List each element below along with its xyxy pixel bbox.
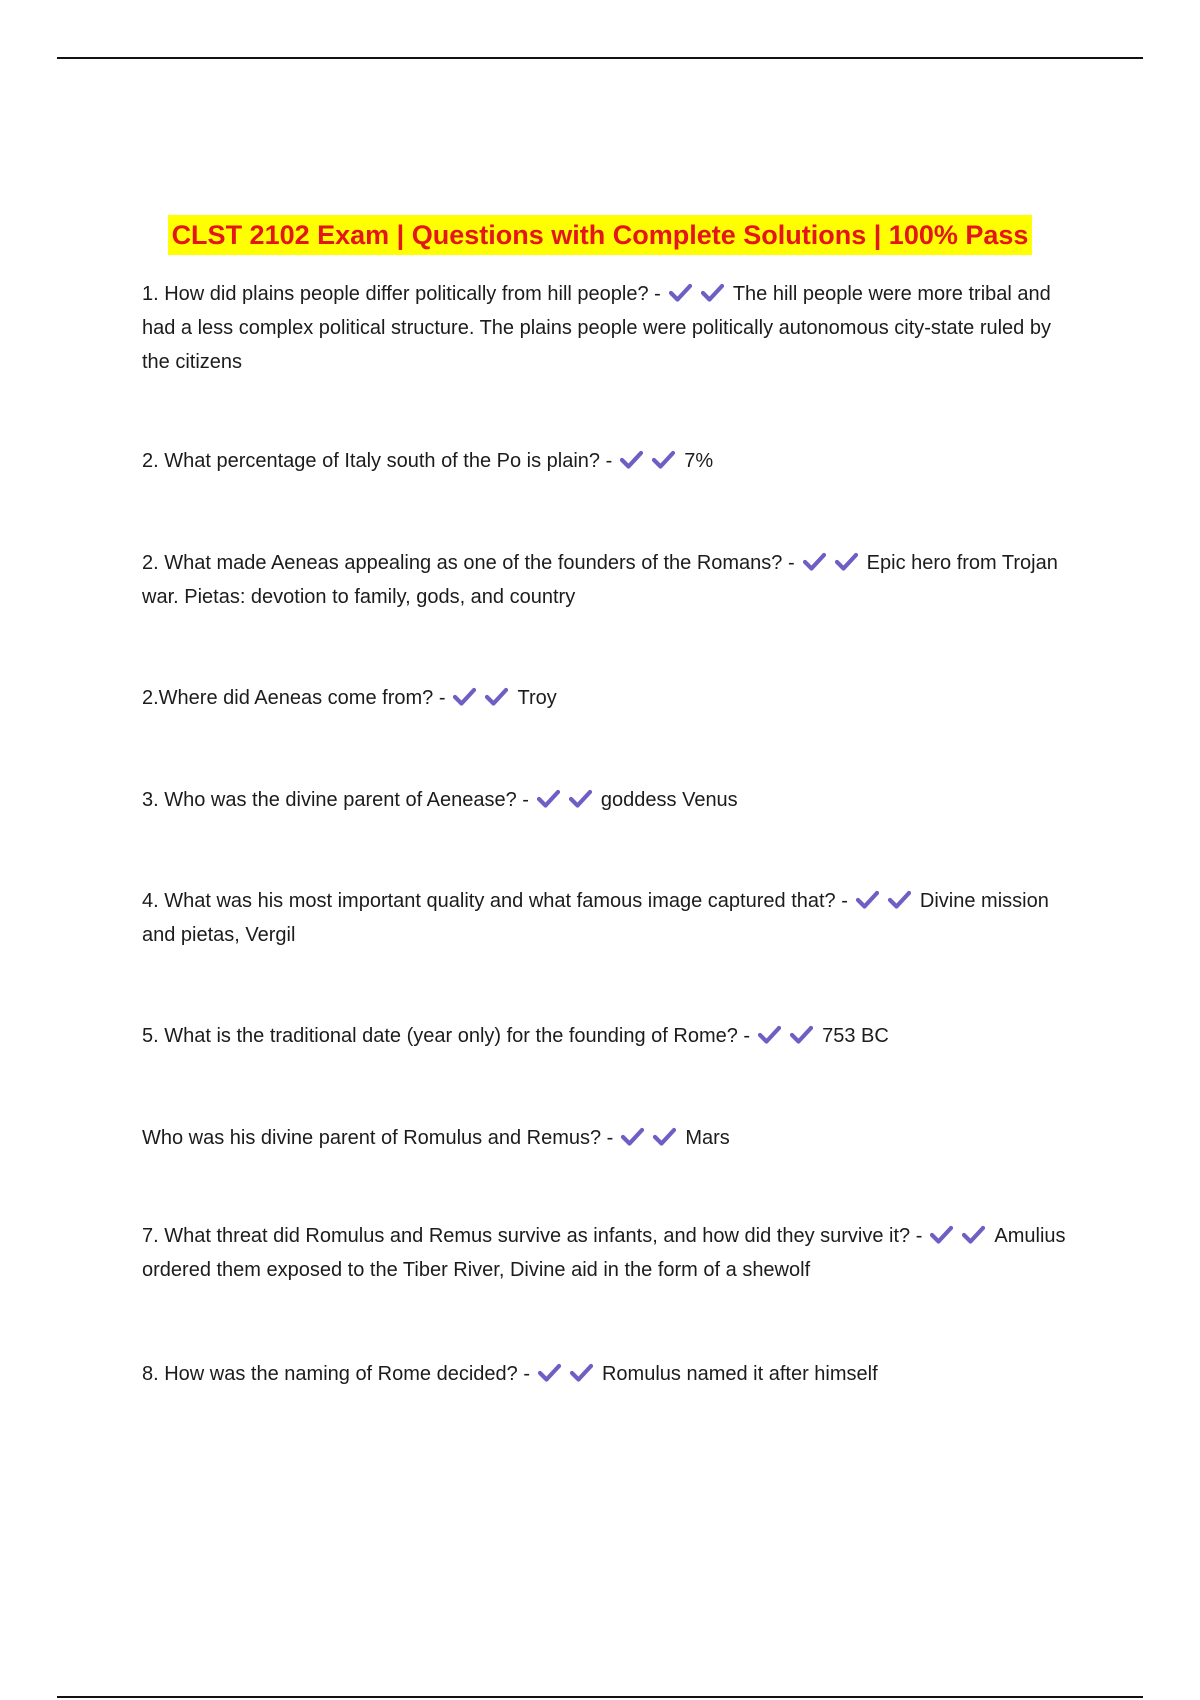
checkmark-icon bbox=[758, 1025, 781, 1045]
qa-item-5 bbox=[142, 783, 1072, 817]
question-text: 2.Where did Aeneas come from? - bbox=[142, 687, 446, 709]
qa-item-9 bbox=[142, 1219, 1072, 1287]
title-container bbox=[0, 215, 1200, 255]
checkmark-icon bbox=[962, 1225, 985, 1245]
answer-marks bbox=[621, 1121, 685, 1155]
answer-marks bbox=[538, 1357, 602, 1391]
top-rule bbox=[57, 57, 1143, 59]
answer-text: Mars bbox=[685, 1127, 730, 1149]
answer-text: The hill people were more tribal and had a less complex political structure. The plains people were politically autonomous city-state ruled by the citizens bbox=[142, 283, 1051, 373]
bottom-rule bbox=[57, 1696, 1143, 1698]
checkmark-icon bbox=[453, 687, 476, 707]
checkmark-icon bbox=[803, 552, 826, 572]
answer-marks bbox=[803, 546, 867, 580]
question-text: 2. What percentage of Italy south of the Po is plain? - bbox=[142, 450, 613, 472]
checkmark-icon bbox=[930, 1225, 953, 1245]
checkmark-icon bbox=[569, 789, 592, 809]
answer-marks bbox=[930, 1219, 994, 1253]
question-text: 8. How was the naming of Rome decided? - bbox=[142, 1363, 530, 1385]
answer-text: 7% bbox=[684, 450, 714, 472]
answer-marks bbox=[537, 783, 601, 817]
checkmark-icon bbox=[835, 552, 858, 572]
checkmark-icon bbox=[653, 1127, 676, 1147]
checkmark-icon bbox=[621, 1127, 644, 1147]
question-text: 7. What threat did Romulus and Remus survive as infants, and how did they survive it? - bbox=[142, 1225, 923, 1247]
checkmark-icon bbox=[652, 450, 675, 470]
answer-marks bbox=[620, 444, 684, 478]
question-text: 4. What was his most important quality and what famous image captured that? - bbox=[142, 890, 848, 912]
qa-item-8 bbox=[142, 1121, 1072, 1155]
checkmark-icon bbox=[701, 283, 724, 303]
answer-text: Troy bbox=[517, 687, 557, 709]
answer-text: 753 BC bbox=[822, 1025, 889, 1047]
answer-text: Romulus named it after himself bbox=[601, 1363, 878, 1385]
qa-item-2 bbox=[142, 444, 1072, 478]
question-text: Who was his divine parent of Romulus and Remus? - bbox=[142, 1127, 614, 1149]
question-text: 5. What is the traditional date (year only) for the founding of Rome? - bbox=[142, 1025, 751, 1047]
question-text: 3. Who was the divine parent of Aenease? - bbox=[142, 789, 529, 811]
answer-text: Epic hero from Trojan war. Pietas: devotion to family, gods, and country bbox=[142, 552, 1058, 608]
checkmark-icon bbox=[888, 890, 911, 910]
qa-item-7 bbox=[142, 1019, 1072, 1053]
checkmark-icon bbox=[790, 1025, 813, 1045]
qa-item-6 bbox=[142, 884, 1072, 952]
answer-marks bbox=[856, 884, 920, 918]
question-text: 2. What made Aeneas appealing as one of the founders of the Romans? - bbox=[142, 552, 795, 574]
document-title: CLST 2102 Exam | Questions with Complete Solutions | 100% Pass bbox=[168, 215, 1033, 255]
checkmark-icon bbox=[570, 1363, 593, 1383]
checkmark-icon bbox=[537, 789, 560, 809]
checkmark-icon bbox=[620, 450, 643, 470]
question-text: 1. How did plains people differ politically from hill people? - bbox=[142, 283, 661, 305]
answer-text: Amulius ordered them exposed to the Tiber River, Divine aid in the form of a shewolf bbox=[142, 1225, 1066, 1281]
checkmark-icon bbox=[856, 890, 879, 910]
checkmark-icon bbox=[485, 687, 508, 707]
qa-item-3 bbox=[142, 546, 1072, 614]
qa-item-10 bbox=[142, 1357, 1072, 1391]
qa-item-1 bbox=[142, 277, 1072, 379]
checkmark-icon bbox=[538, 1363, 561, 1383]
answer-marks bbox=[669, 277, 733, 311]
answer-text: Divine mission and pietas, Vergil bbox=[142, 890, 1049, 946]
qa-item-4 bbox=[142, 681, 1072, 715]
answer-marks bbox=[453, 681, 517, 715]
checkmark-icon bbox=[669, 283, 692, 303]
answer-text: goddess Venus bbox=[600, 789, 738, 811]
answer-marks bbox=[758, 1019, 822, 1053]
